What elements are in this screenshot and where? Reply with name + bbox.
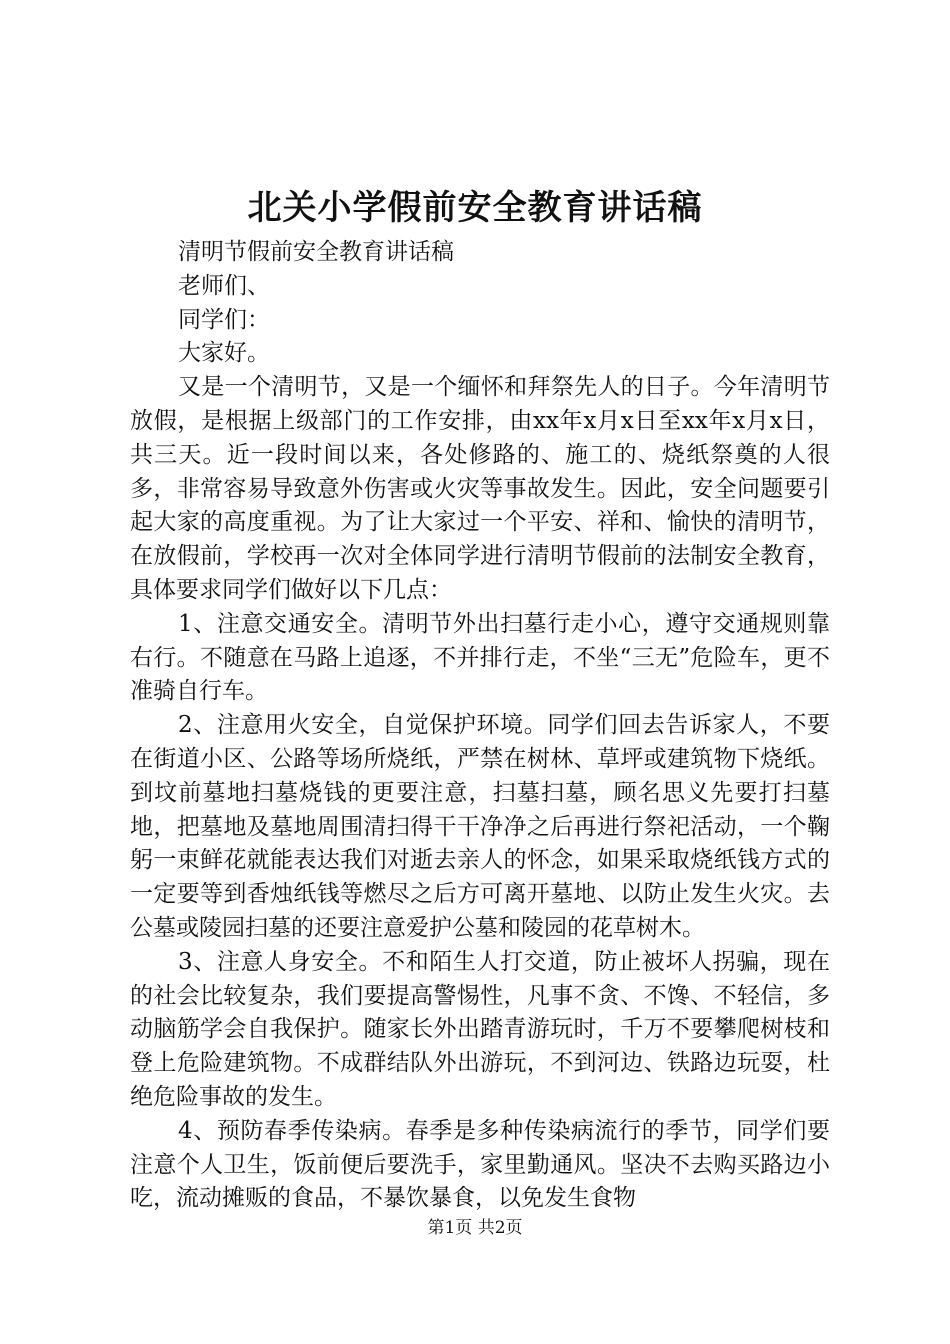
subtitle-line: 清明节假前安全教育讲话稿 — [178, 239, 454, 265]
point-1-traffic-safety: 1、注意交通安全。清明节外出扫墓行走小心，遵守交通规则靠右行。不随意在马路上追逐，不并排行走，不坐“三无”危险车，更不准骑自行车。 — [130, 610, 830, 705]
point-2-fire-safety: 2、注意用火安全，自觉保护环境。同学们回去告诉家人，不要在街道小区、公路等场所烧纸，严禁在树林、草坪或建筑物下烧纸。到坟前墓地扫墓烧钱的更要注意，扫墓扫墓，顾名思义先要打扫墓地，把墓地及墓地周围清扫得干干净净之后再进行祭祀活动，一个鞠躬一束鲜花就能表达我们对逝去亲人的怀念，如果采取烧纸钱方式的一定要等到香烛纸钱等燃尽之后方可离开墓地、以防止发生火灾。去公墓或陵园扫墓的还要注意爱护公墓和陵园的花草树木。 — [130, 712, 830, 941]
document-body — [130, 236, 830, 1216]
salutation-students: 同学们： — [178, 306, 270, 333]
point-3-personal-safety: 3、注意人身安全。不和陌生人打交道，防止被坏人拐骗，现在的社会比较复杂，我们要提高警惕性，凡事不贪、不馋、不轻信，多动脑筋学会自我保护。随家长外出踏青游玩时，千万不要攀爬树枝和登上危险建筑物。不成群结队外出游玩，不到河边、铁路边玩耍，杜绝危险事故的发生。 — [130, 948, 830, 1110]
page-number-footer: 第1页 共2页 — [427, 1218, 523, 1238]
point-4-disease-prevention: 4、预防春季传染病。春季是多种传染病流行的季节，同学们要注意个人卫生，饭前便后要洗手，家里勤通风。坚决不去购买路边小吃，流动摊贩的食品，不暴饮暴食，以免发生食物 — [130, 1117, 830, 1212]
salutation-teachers: 老师们、 — [178, 272, 270, 299]
intro-paragraph: 又是一个清明节，又是一个缅怀和拜祭先人的日子。今年清明节放假，是根据上级部门的工作安排，由xx年x月x日至xx年x月x日，共三天。近一段时间以来，各处修路的、施工的、烧纸祭奠的人很多，非常容易导致意外伤害或火灾等事故发生。因此，安全问题要引起大家的高度重视。为了让大家过一个平安、祥和、愉快的清明节，在放假前，学校再一次对全体同学进行清明节假前的法制安全教育，具体要求同学们做好以下几点： — [130, 374, 830, 603]
document-title: 北关小学假前安全教育讲话稿 — [247, 188, 703, 228]
greeting: 大家好。 — [178, 340, 270, 367]
